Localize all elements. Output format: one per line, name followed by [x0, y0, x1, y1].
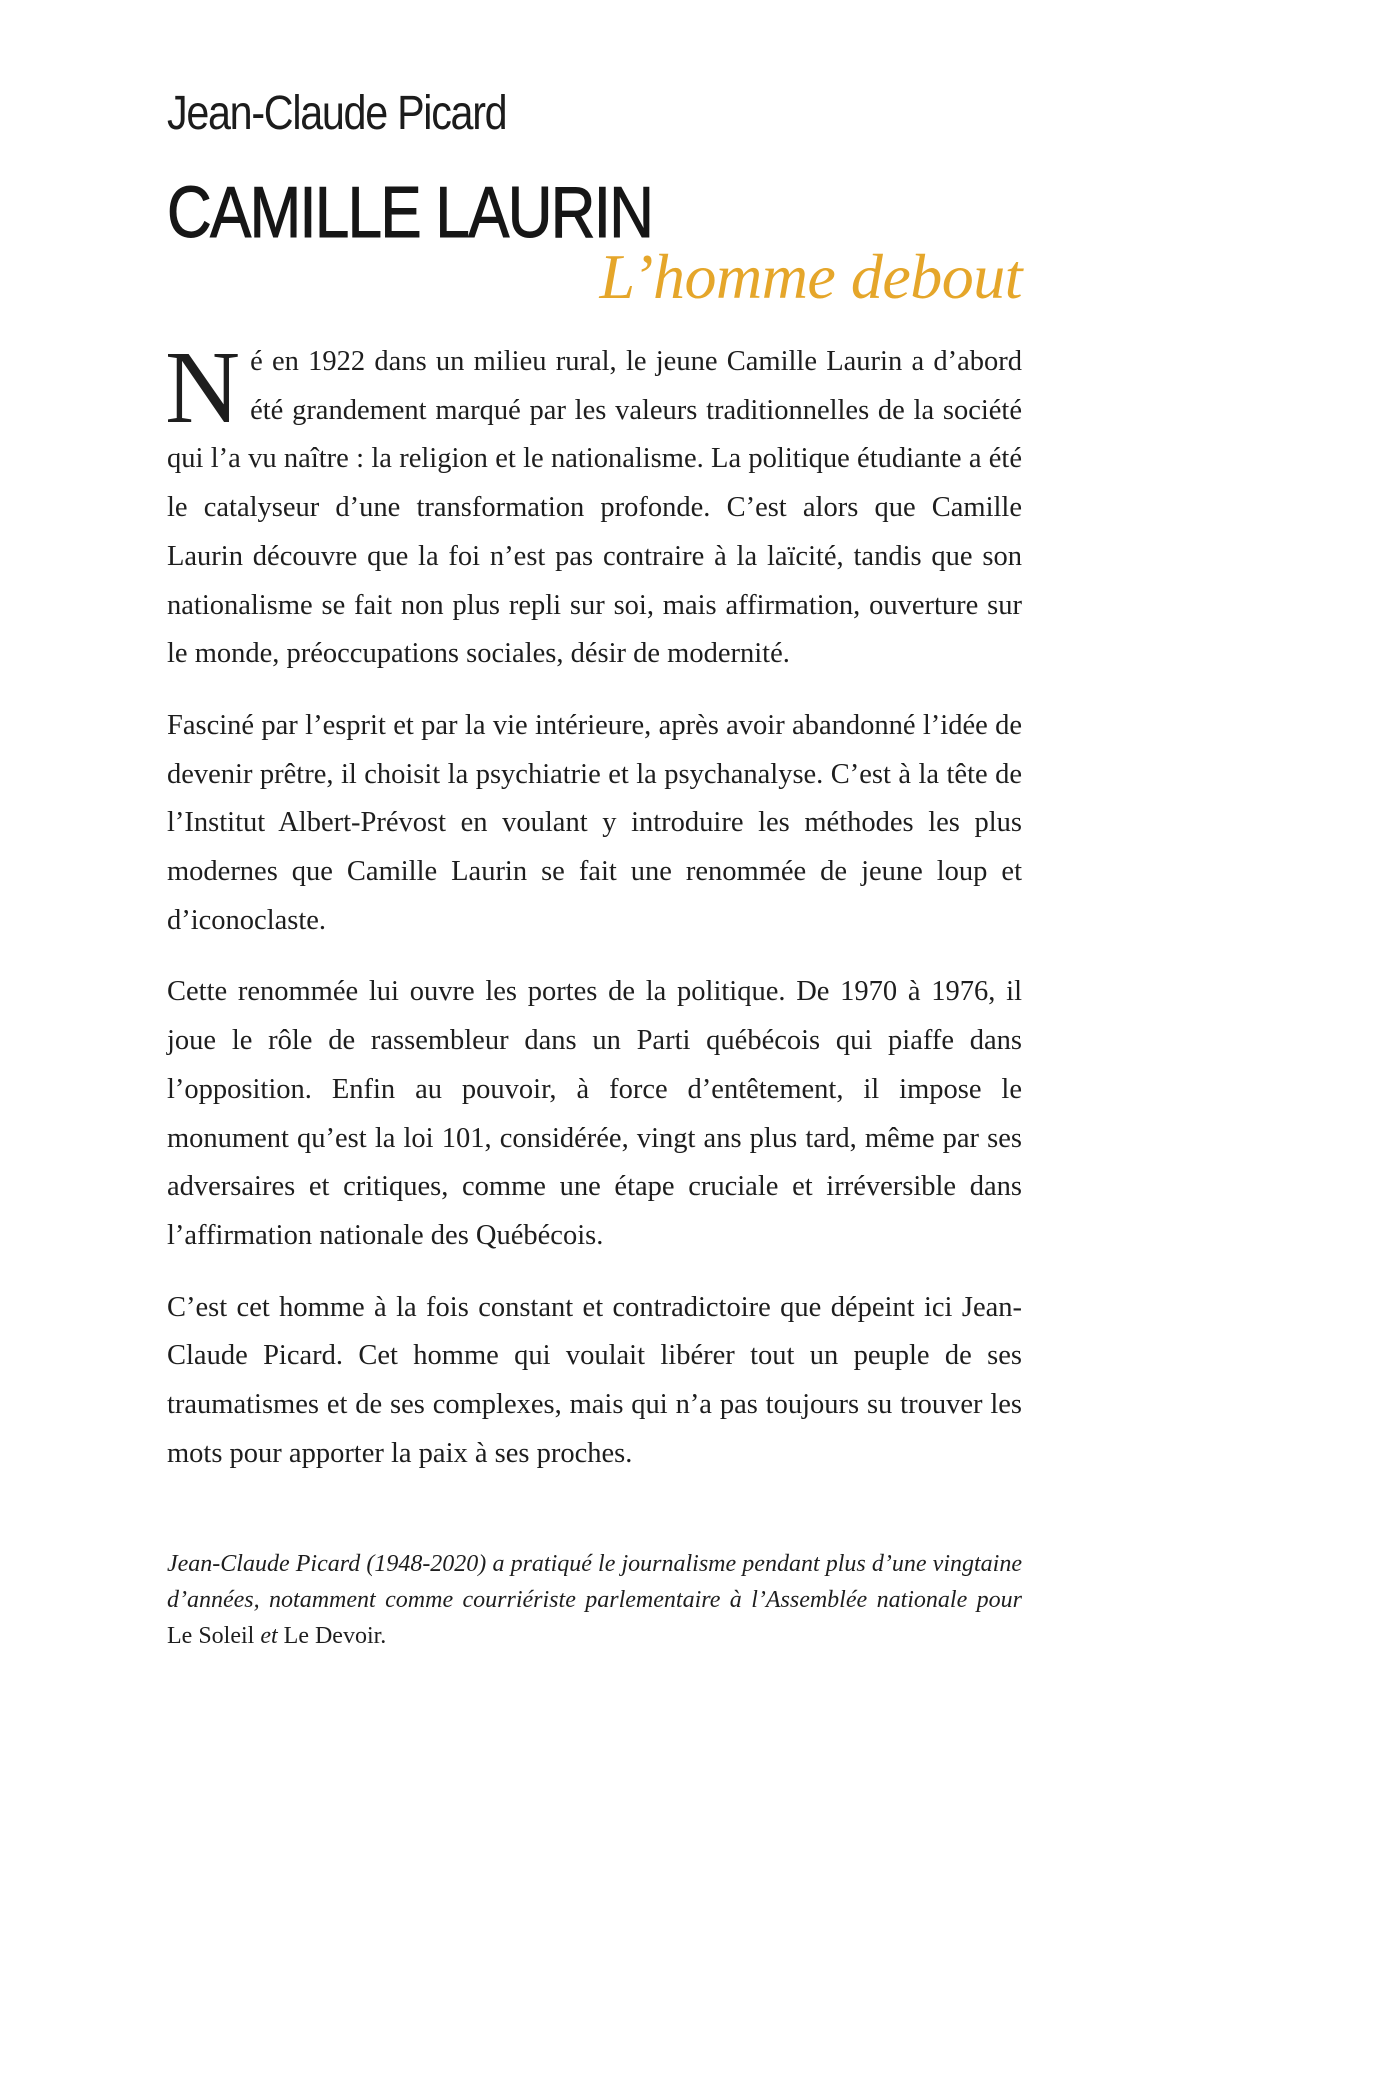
author-bio: [167, 1546, 1022, 1654]
summary-text: [165, 330, 1022, 1501]
paragraph-4: C’est cet homme à la fois constant et contradictoire que dépeint ici Jean-Claude Picard. Cet homme qui voulait libérer tout un peuple de ses traumatismes et de ses complexes, mais qui n’a pas toujours su trouver les mots pour apporter la paix à ses proches.: [167, 1291, 1022, 1469]
book-title: CAMILLE LAURIN: [167, 173, 653, 253]
bio-conjunction: et: [254, 1623, 284, 1649]
bio-end: .: [380, 1623, 387, 1649]
drop-cap: N: [165, 330, 241, 445]
paragraph-1-text: é en 1922 dans un milieu rural, le jeune Camille Laurin a d’abord été grandement marqué par les valeurs traditionnelles de la société qui l’a vu naître : la religion et le nationalisme. La politique étudiante a été le catalyseur d’une transformation profonde. C’est alors que Camille Laurin découvre que la foi n’est pas contraire à la laïcité, tandis que son nationalisme se fait non plus repli sur soi, mais affirmation, ouverture sur le monde, préoccupations sociales, désir de modernité.: [167, 346, 1022, 670]
newspaper-le-devoir: Le Devoir: [283, 1623, 381, 1649]
newspaper-le-soleil: Le Soleil: [167, 1623, 255, 1649]
book-subtitle: L’homme debout: [599, 241, 1022, 312]
paragraph-3: Cette renommée lui ouvre les portes de la politique. De 1970 à 1976, il joue le rôle de rassembleur dans un Parti québécois qui piaffe dans l’opposition. Enfin au pouvoir, à force d’entêtement, il impose le monument qu’est la loi 101, considérée, vingt ans plus tard, même par ses adversaires et critiques, comme une étape cruciale et irréversible dans l’affirmation nationale des Québécois.: [167, 976, 1022, 1251]
paragraph-2: Fasciné par l’esprit et par la vie intérieure, après avoir abandonné l’idée de devenir prêtre, il choisit la psychiatrie et la psychanalyse. C’est à la tête de l’Institut Albert-Prévost en voulant y introduire les méthodes les plus modernes que Camille Laurin se fait une renommée de jeune loup et d’iconoclaste.: [167, 709, 1022, 936]
author-name: Jean-Claude Picard: [167, 87, 507, 140]
paragraph-1: [165, 330, 1022, 679]
bio-text: Jean-Claude Picard (1948-2020) a pratiqué le journalisme pendant plus d’une vingtaine d’années, notamment comme courriériste parlementaire à l’Assemblée nationale pour: [167, 1551, 1022, 1613]
